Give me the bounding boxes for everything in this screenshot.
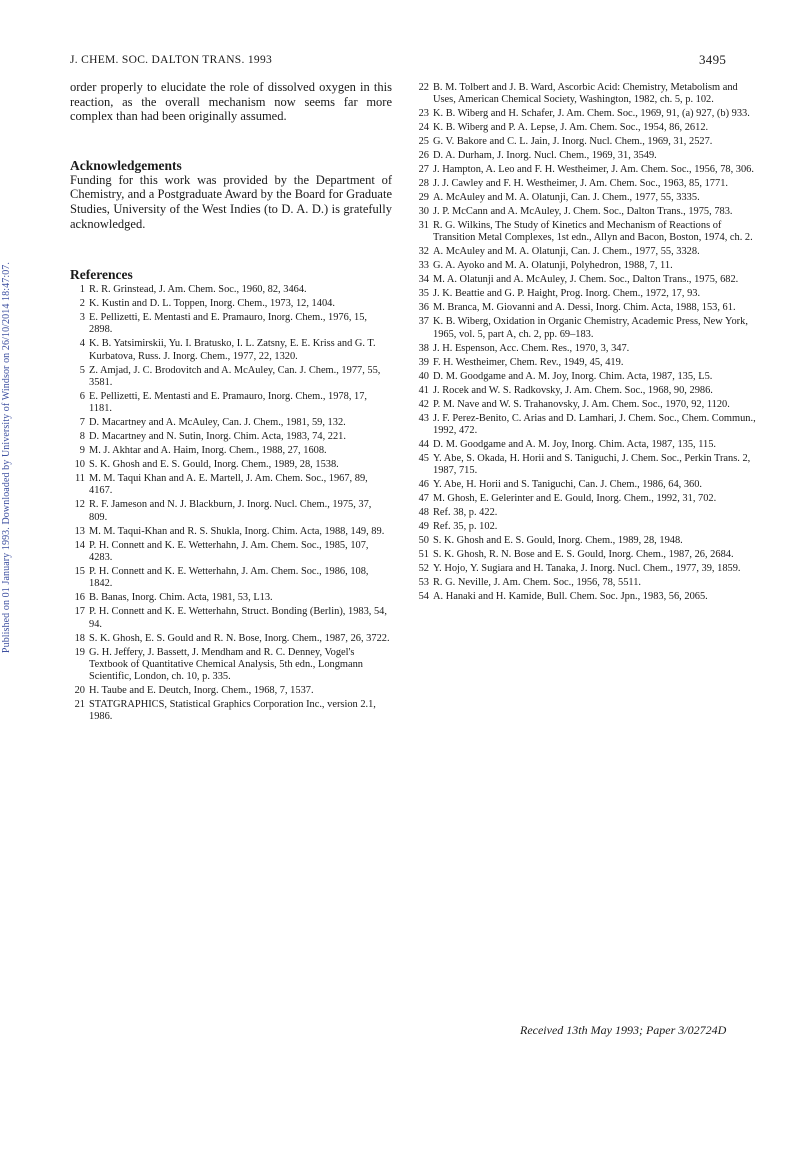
reference-item xyxy=(412,316,759,341)
download-watermark: Published on 01 January 1993. Downloaded by University of Windsor on 26/10/2014 18:47:07. xyxy=(1,262,12,654)
reference-item xyxy=(70,391,392,416)
reference-text: D. Macartney and A. McAuley, Can. J. Chem., 1981, 59, 132. xyxy=(89,417,346,429)
reference-number: 8 xyxy=(79,431,85,443)
reference-item xyxy=(70,685,392,697)
reference-text: R. R. Grinstead, J. Am. Chem. Soc., 1960, 82, 3464. xyxy=(89,284,307,296)
reference-number: 41 xyxy=(418,384,429,396)
reference-item xyxy=(412,507,759,519)
reference-number: 22 xyxy=(418,82,429,93)
reference-text: STATGRAPHICS, Statistical Graphics Corporation Inc., version 2.1, 1986. xyxy=(89,699,376,723)
reference-text: D. Macartney and N. Sutin, Inorg. Chim. Acta, 1983, 74, 221. xyxy=(89,431,346,443)
reference-text: M. A. Olatunji and A. McAuley, J. Chem. Soc., Dalton Trans., 1975, 682. xyxy=(433,274,739,286)
reference-number: 42 xyxy=(418,398,429,410)
reference-text: K. Kustin and D. L. Toppen, Inorg. Chem., 1973, 12, 1404. xyxy=(89,298,335,310)
reference-item xyxy=(412,563,759,575)
reference-text: Ref. 38, p. 422. xyxy=(433,507,498,519)
reference-item xyxy=(70,298,392,310)
reference-number: 6 xyxy=(79,390,85,402)
reference-number: 2 xyxy=(79,298,85,310)
reference-number: 28 xyxy=(418,178,429,190)
reference-item xyxy=(70,473,392,498)
reference-text: P. H. Connett and K. E. Wetterhahn, Struct. Bonding (Berlin), 1983, 54, 94. xyxy=(89,606,387,630)
journal-year: 1993 xyxy=(247,54,273,66)
reference-text: R. G. Wilkins, The Study of Kinetics and Mechanism of Reactions of Transition Metal Complexes, 1st edn., Allyn and Bacon, Boston, 1974, ch. 2. xyxy=(433,220,753,244)
reference-number: 51 xyxy=(418,549,429,561)
reference-item xyxy=(70,445,392,457)
reference-number: 38 xyxy=(418,342,429,354)
reference-number: 29 xyxy=(418,192,429,204)
reference-number: 5 xyxy=(79,364,85,376)
reference-number: 4 xyxy=(79,338,85,350)
reference-item xyxy=(70,499,392,524)
reference-text: K. B. Yatsimirskii, Yu. I. Bratusko, I. L. Zatsny, E. E. Kriss and G. T. Kurbatova, Russ. J. Inorg. Chem., 1977, 22, 1320. xyxy=(89,338,376,362)
reference-number: 34 xyxy=(418,274,429,286)
reference-item xyxy=(412,343,759,355)
reference-item xyxy=(70,606,392,631)
reference-number: 30 xyxy=(418,206,429,218)
reference-item xyxy=(412,122,759,134)
reference-item xyxy=(412,150,759,162)
reference-item xyxy=(70,633,392,645)
reference-item xyxy=(412,385,759,397)
reference-item xyxy=(412,357,759,369)
reference-number: 25 xyxy=(418,136,429,148)
page-number: 3495 xyxy=(699,52,727,67)
reference-item xyxy=(412,178,759,190)
running-header xyxy=(70,54,272,66)
reference-item xyxy=(412,439,759,451)
reference-number: 36 xyxy=(418,302,429,314)
references-heading: References xyxy=(70,267,133,283)
reference-item xyxy=(70,526,392,538)
reference-text: M. M. Taqui Khan and A. E. Martell, J. Am. Chem. Soc., 1967, 89, 4167. xyxy=(89,473,368,497)
reference-item xyxy=(412,164,759,176)
reference-text: R. F. Jameson and N. J. Blackburn, J. Inorg. Nucl. Chem., 1975, 37, 809. xyxy=(89,499,372,523)
reference-number: 12 xyxy=(74,499,85,511)
reference-text: D. M. Goodgame and A. M. Joy, Inorg. Chim. Acta, 1987, 135, 115. xyxy=(433,438,717,450)
reference-list-right xyxy=(412,82,759,603)
reference-number: 53 xyxy=(418,577,429,588)
reference-text: A. Hanaki and H. Kamide, Bull. Chem. Soc. Jpn., 1983, 56, 2065. xyxy=(433,590,708,602)
reference-item xyxy=(70,647,392,684)
reference-item xyxy=(412,206,759,218)
reference-text: J. H. Espenson, Acc. Chem. Res., 1970, 3, 347. xyxy=(433,342,630,354)
journal-name: J. CHEM. SOC. DALTON TRANS. xyxy=(70,54,245,66)
reference-text: H. Taube and E. Deutch, Inorg. Chem., 1968, 7, 1537. xyxy=(89,685,314,697)
reference-number: 23 xyxy=(418,108,429,120)
reference-list-left xyxy=(70,284,392,724)
reference-item xyxy=(412,399,759,411)
reference-text: J. Hampton, A. Leo and F. H. Westheimer, J. Am. Chem. Soc., 1956, 78, 306. xyxy=(433,164,754,176)
reference-text: J. Rocek and W. S. Radkovsky, J. Am. Chem. Soc., 1968, 90, 2986. xyxy=(433,384,713,396)
reference-text: M. J. Akhtar and A. Haim, Inorg. Chem., 1988, 27, 1608. xyxy=(89,445,327,457)
reference-number: 10 xyxy=(74,459,85,471)
reference-text: Z. Amjad, J. C. Brodovitch and A. McAuley, Can. J. Chem., 1977, 55, 3581. xyxy=(89,364,381,388)
reference-item xyxy=(412,82,759,107)
reference-number: 47 xyxy=(418,493,429,505)
reference-number: 32 xyxy=(418,246,429,258)
reference-number: 7 xyxy=(79,417,85,429)
reference-number: 3 xyxy=(79,312,85,324)
reference-text: K. B. Wiberg and H. Schafer, J. Am. Chem. Soc., 1969, 91, (a) 927, (b) 933. xyxy=(433,108,750,120)
reference-text: R. G. Neville, J. Am. Chem. Soc., 1956, 78, 5511. xyxy=(433,577,641,588)
reference-text: A. McAuley and M. A. Olatunji, Can. J. Chem., 1977, 55, 3335. xyxy=(433,192,700,204)
reference-text: J. F. Perez-Benito, C. Arias and D. Lamhari, J. Chem. Soc., Chem. Commun., 1992, 472. xyxy=(433,412,756,436)
reference-text: G. H. Jeffery, J. Bassett, J. Mendham and R. C. Denney, Vogel's Textbook of Quantitative Chemical Analysis, 5th edn., Longmann Scientific, London, ch. 10, p. 335. xyxy=(89,646,363,683)
reference-text: P. H. Connett and K. E. Wetterhahn, J. Am. Chem. Soc., 1986, 108, 1842. xyxy=(89,566,369,590)
reference-number: 39 xyxy=(418,356,429,368)
reference-item xyxy=(70,540,392,565)
intro-paragraph: order properly to elucidate the role of dissolved oxygen in this reaction, as the overall mechanism now seems far more complex than had been originally assumed. xyxy=(70,80,392,124)
reference-item xyxy=(412,288,759,300)
reference-item xyxy=(70,699,392,724)
reference-number: 14 xyxy=(74,539,85,551)
reference-text: A. McAuley and M. A. Olatunji, Can. J. Chem., 1977, 55, 3328. xyxy=(433,246,700,258)
reference-number: 17 xyxy=(74,606,85,618)
reference-item xyxy=(412,302,759,314)
reference-text: P. H. Connett and K. E. Wetterhahn, J. Am. Chem. Soc., 1985, 107, 4283. xyxy=(89,539,369,564)
reference-text: S. K. Ghosh, E. S. Gould and R. N. Bose, Inorg. Chem., 1987, 26, 3722. xyxy=(89,632,390,644)
reference-item xyxy=(412,591,759,603)
reference-item xyxy=(412,246,759,258)
reference-text: K. B. Wiberg, Oxidation in Organic Chemistry, Academic Press, New York, 1965, vol. 5, part A, ch. 2, pp. 69–183. xyxy=(433,316,748,340)
reference-number: 13 xyxy=(74,525,85,537)
reference-item xyxy=(70,566,392,591)
reference-item xyxy=(70,459,392,471)
reference-number: 1 xyxy=(79,284,85,296)
reference-number: 19 xyxy=(74,646,85,658)
reference-number: 20 xyxy=(74,685,85,697)
reference-number: 45 xyxy=(418,452,429,464)
reference-number: 54 xyxy=(418,590,429,602)
reference-item xyxy=(412,108,759,120)
right-column xyxy=(412,80,759,605)
reference-item xyxy=(412,549,759,561)
reference-text: S. K. Ghosh and E. S. Gould, Inorg. Chem., 1989, 28, 1538. xyxy=(89,459,339,471)
reference-number: 21 xyxy=(74,699,85,711)
reference-item xyxy=(412,521,759,533)
reference-item xyxy=(70,284,392,296)
reference-text: J. J. Cawley and F. H. Westheimer, J. Am. Chem. Soc., 1963, 85, 1771. xyxy=(433,178,728,190)
reference-number: 16 xyxy=(74,592,85,604)
reference-text: J. P. McCann and A. McAuley, J. Chem. Soc., Dalton Trans., 1975, 783. xyxy=(433,206,733,218)
reference-number: 9 xyxy=(79,445,85,457)
reference-number: 50 xyxy=(418,535,429,547)
reference-number: 44 xyxy=(418,438,429,450)
reference-number: 15 xyxy=(74,566,85,578)
reference-text: S. K. Ghosh, R. N. Bose and E. S. Gould, Inorg. Chem., 1987, 26, 2684. xyxy=(433,549,734,561)
reference-text: Y. Abe, S. Okada, H. Horii and S. Taniguchi, J. Chem. Soc., Perkin Trans. 2, 1987, 715. xyxy=(433,452,751,477)
reference-item xyxy=(412,535,759,547)
reference-text: G. A. Ayoko and M. A. Olatunji, Polyhedron, 1988, 7, 11. xyxy=(433,260,673,272)
reference-text: Y. Abe, H. Horii and S. Taniguchi, Can. J. Chem., 1986, 64, 360. xyxy=(433,479,703,491)
reference-item xyxy=(412,577,759,589)
reference-number: 26 xyxy=(418,150,429,162)
reference-text: E. Pellizetti, E. Mentasti and E. Pramauro, Inorg. Chem., 1976, 15, 2898. xyxy=(89,312,367,336)
reference-item xyxy=(70,365,392,390)
reference-text: K. B. Wiberg and P. A. Lepse, J. Am. Chem. Soc., 1954, 86, 2612. xyxy=(433,122,709,134)
reference-text: D. A. Durham, J. Inorg. Nucl. Chem., 1969, 31, 3549. xyxy=(433,150,657,162)
reference-item xyxy=(412,220,759,245)
reference-text: E. Pellizetti, E. Mentasti and E. Pramauro, Inorg. Chem., 1978, 17, 1181. xyxy=(89,390,367,415)
acknowledgements-text: Funding for this work was provided by the Department of Chemistry, and a Postgraduate Award by the Board for Graduate Studies, University of the West Indies (to D. A. D.) is gratefully acknowledged. xyxy=(70,172,392,231)
reference-item xyxy=(70,338,392,363)
reference-number: 33 xyxy=(418,260,429,272)
reference-item xyxy=(412,274,759,286)
reference-text: Ref. 35, p. 102. xyxy=(433,521,498,533)
reference-item xyxy=(412,413,759,438)
reference-text: G. V. Bakore and C. L. Jain, J. Inorg. Nucl. Chem., 1969, 31, 2527. xyxy=(433,136,713,148)
reference-item xyxy=(412,192,759,204)
reference-item xyxy=(412,371,759,383)
reference-number: 49 xyxy=(418,521,429,533)
reference-text: P. M. Nave and W. S. Trahanovsky, J. Am. Chem. Soc., 1970, 92, 1120. xyxy=(433,398,730,410)
reference-number: 40 xyxy=(418,370,429,382)
reference-number: 43 xyxy=(418,412,429,424)
reference-text: M. Branca, M. Giovanni and A. Dessi, Inorg. Chim. Acta, 1988, 153, 61. xyxy=(433,302,736,314)
reference-number: 18 xyxy=(74,632,85,644)
reference-item xyxy=(70,417,392,429)
reference-number: 24 xyxy=(418,122,429,134)
reference-number: 46 xyxy=(418,479,429,491)
reference-text: F. H. Westheimer, Chem. Rev., 1949, 45, 419. xyxy=(433,356,624,368)
reference-text: B. Banas, Inorg. Chim. Acta, 1981, 53, L13. xyxy=(89,592,273,604)
left-column xyxy=(70,80,392,725)
reference-number: 31 xyxy=(418,220,429,232)
acknowledgements-heading: Acknowledgements xyxy=(70,157,182,173)
reference-item xyxy=(412,493,759,505)
reference-text: M. Ghosh, E. Gelerinter and E. Gould, Inorg. Chem., 1992, 31, 702. xyxy=(433,493,717,505)
reference-number: 27 xyxy=(418,164,429,176)
reference-number: 35 xyxy=(418,288,429,300)
reference-item xyxy=(70,431,392,443)
reference-number: 52 xyxy=(418,563,429,575)
received-date: Received 13th May 1993; Paper 3/02724D xyxy=(520,1023,727,1037)
reference-number: 48 xyxy=(418,507,429,519)
reference-text: D. M. Goodgame and A. M. Joy, Inorg. Chim. Acta, 1987, 135, L5. xyxy=(433,370,713,382)
reference-item xyxy=(412,453,759,478)
reference-item xyxy=(412,136,759,148)
reference-text: B. M. Tolbert and J. B. Ward, Ascorbic Acid: Chemistry, Metabolism and Uses, American Chemical Society, Washington, 1982, ch. 5, p. 102. xyxy=(433,82,738,106)
reference-text: J. K. Beattie and G. P. Haight, Prog. Inorg. Chem., 1972, 17, 93. xyxy=(433,288,701,300)
reference-item xyxy=(412,479,759,491)
reference-number: 37 xyxy=(418,316,429,328)
reference-number: 11 xyxy=(74,473,85,485)
reference-text: M. M. Taqui-Khan and R. S. Shukla, Inorg. Chim. Acta, 1988, 149, 89. xyxy=(89,525,385,537)
reference-item xyxy=(70,312,392,337)
reference-text: S. K. Ghosh and E. S. Gould, Inorg. Chem., 1989, 28, 1948. xyxy=(433,535,683,547)
reference-text: Y. Hojo, Y. Sugiara and H. Tanaka, J. Inorg. Nucl. Chem., 1977, 39, 1859. xyxy=(433,563,741,575)
reference-item xyxy=(412,260,759,272)
reference-item xyxy=(70,592,392,604)
